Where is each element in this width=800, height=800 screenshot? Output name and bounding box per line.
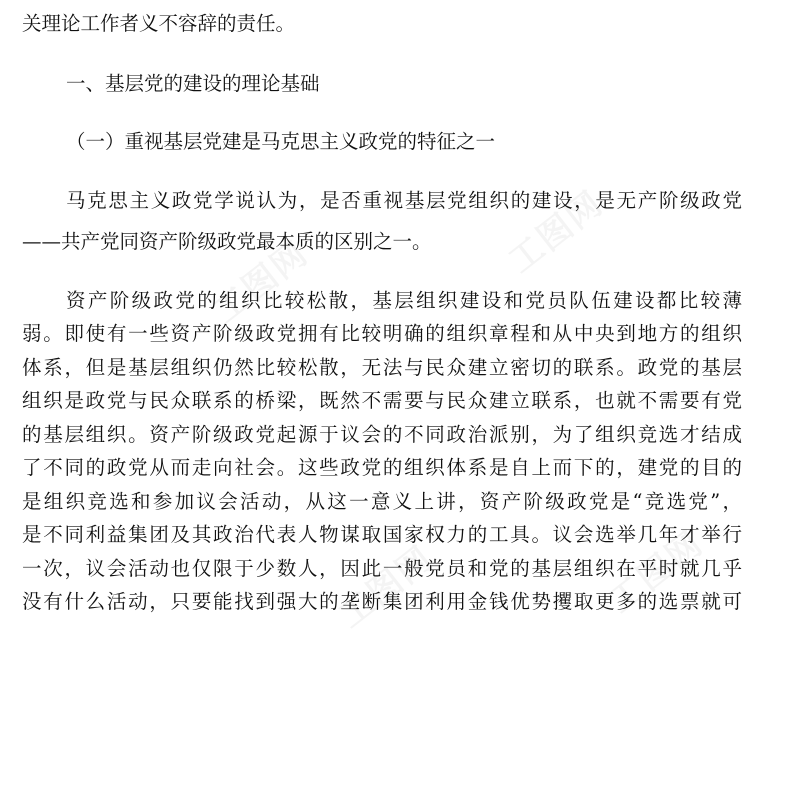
subsection-heading: （一）重视基层党建是马克思主义政党的特征之一 <box>66 130 496 153</box>
paragraph-line: 资产阶级政党的组织比较松散，基层组织建设和党员队伍建设都比较薄 <box>66 289 742 312</box>
paragraph-line: 的基层组织。资产阶级政党起源于议会的不同政治派别，为了组织竞选才结成 <box>22 423 742 446</box>
paragraph-line: 没有什么活动，只要能找到强大的垄断集团利用金钱优势攫取更多的选票就可 <box>22 590 742 613</box>
paragraph-line: 组织是政党与民众联系的桥梁，既然不需要与民众建立联系，也就不需要有党 <box>22 389 742 412</box>
paragraph-line: 一次，议会活动也仅限于少数人，因此一般党员和党的基层组织在平时就几乎 <box>22 557 742 580</box>
watermark <box>326 532 441 637</box>
paragraph-line: ——共产党同资产阶级政党最本质的区别之一。 <box>22 230 432 253</box>
paragraph-line: 弱。即使有一些资产阶级政党拥有比较明确的组织章程和从中央到地方的组织 <box>22 322 742 345</box>
paragraph-line: 马克思主义政党学说认为，是否重视基层党组织的建设，是无产阶级政党 <box>66 189 742 212</box>
section-heading: 一、基层党的建设的理论基础 <box>66 72 320 95</box>
paragraph-line: 了不同的政党从而走向社会。这些政党的组织体系是自上而下的，建党的目的 <box>22 456 742 479</box>
paragraph-line: 关理论工作者义不容辞的责任。 <box>22 12 296 35</box>
paragraph-line: 是不同利益集团及其政治代表人物谋取国家权力的工具。议会选举几年才举行 <box>22 523 742 546</box>
paragraph-line: 体系，但是基层组织仍然比较松散，无法与民众建立密切的联系。政党的基层 <box>22 356 742 379</box>
paragraph-line: 是组织竞选和参加议会活动，从这一意义上讲，资产阶级政党是“竞选党”， <box>22 490 742 513</box>
